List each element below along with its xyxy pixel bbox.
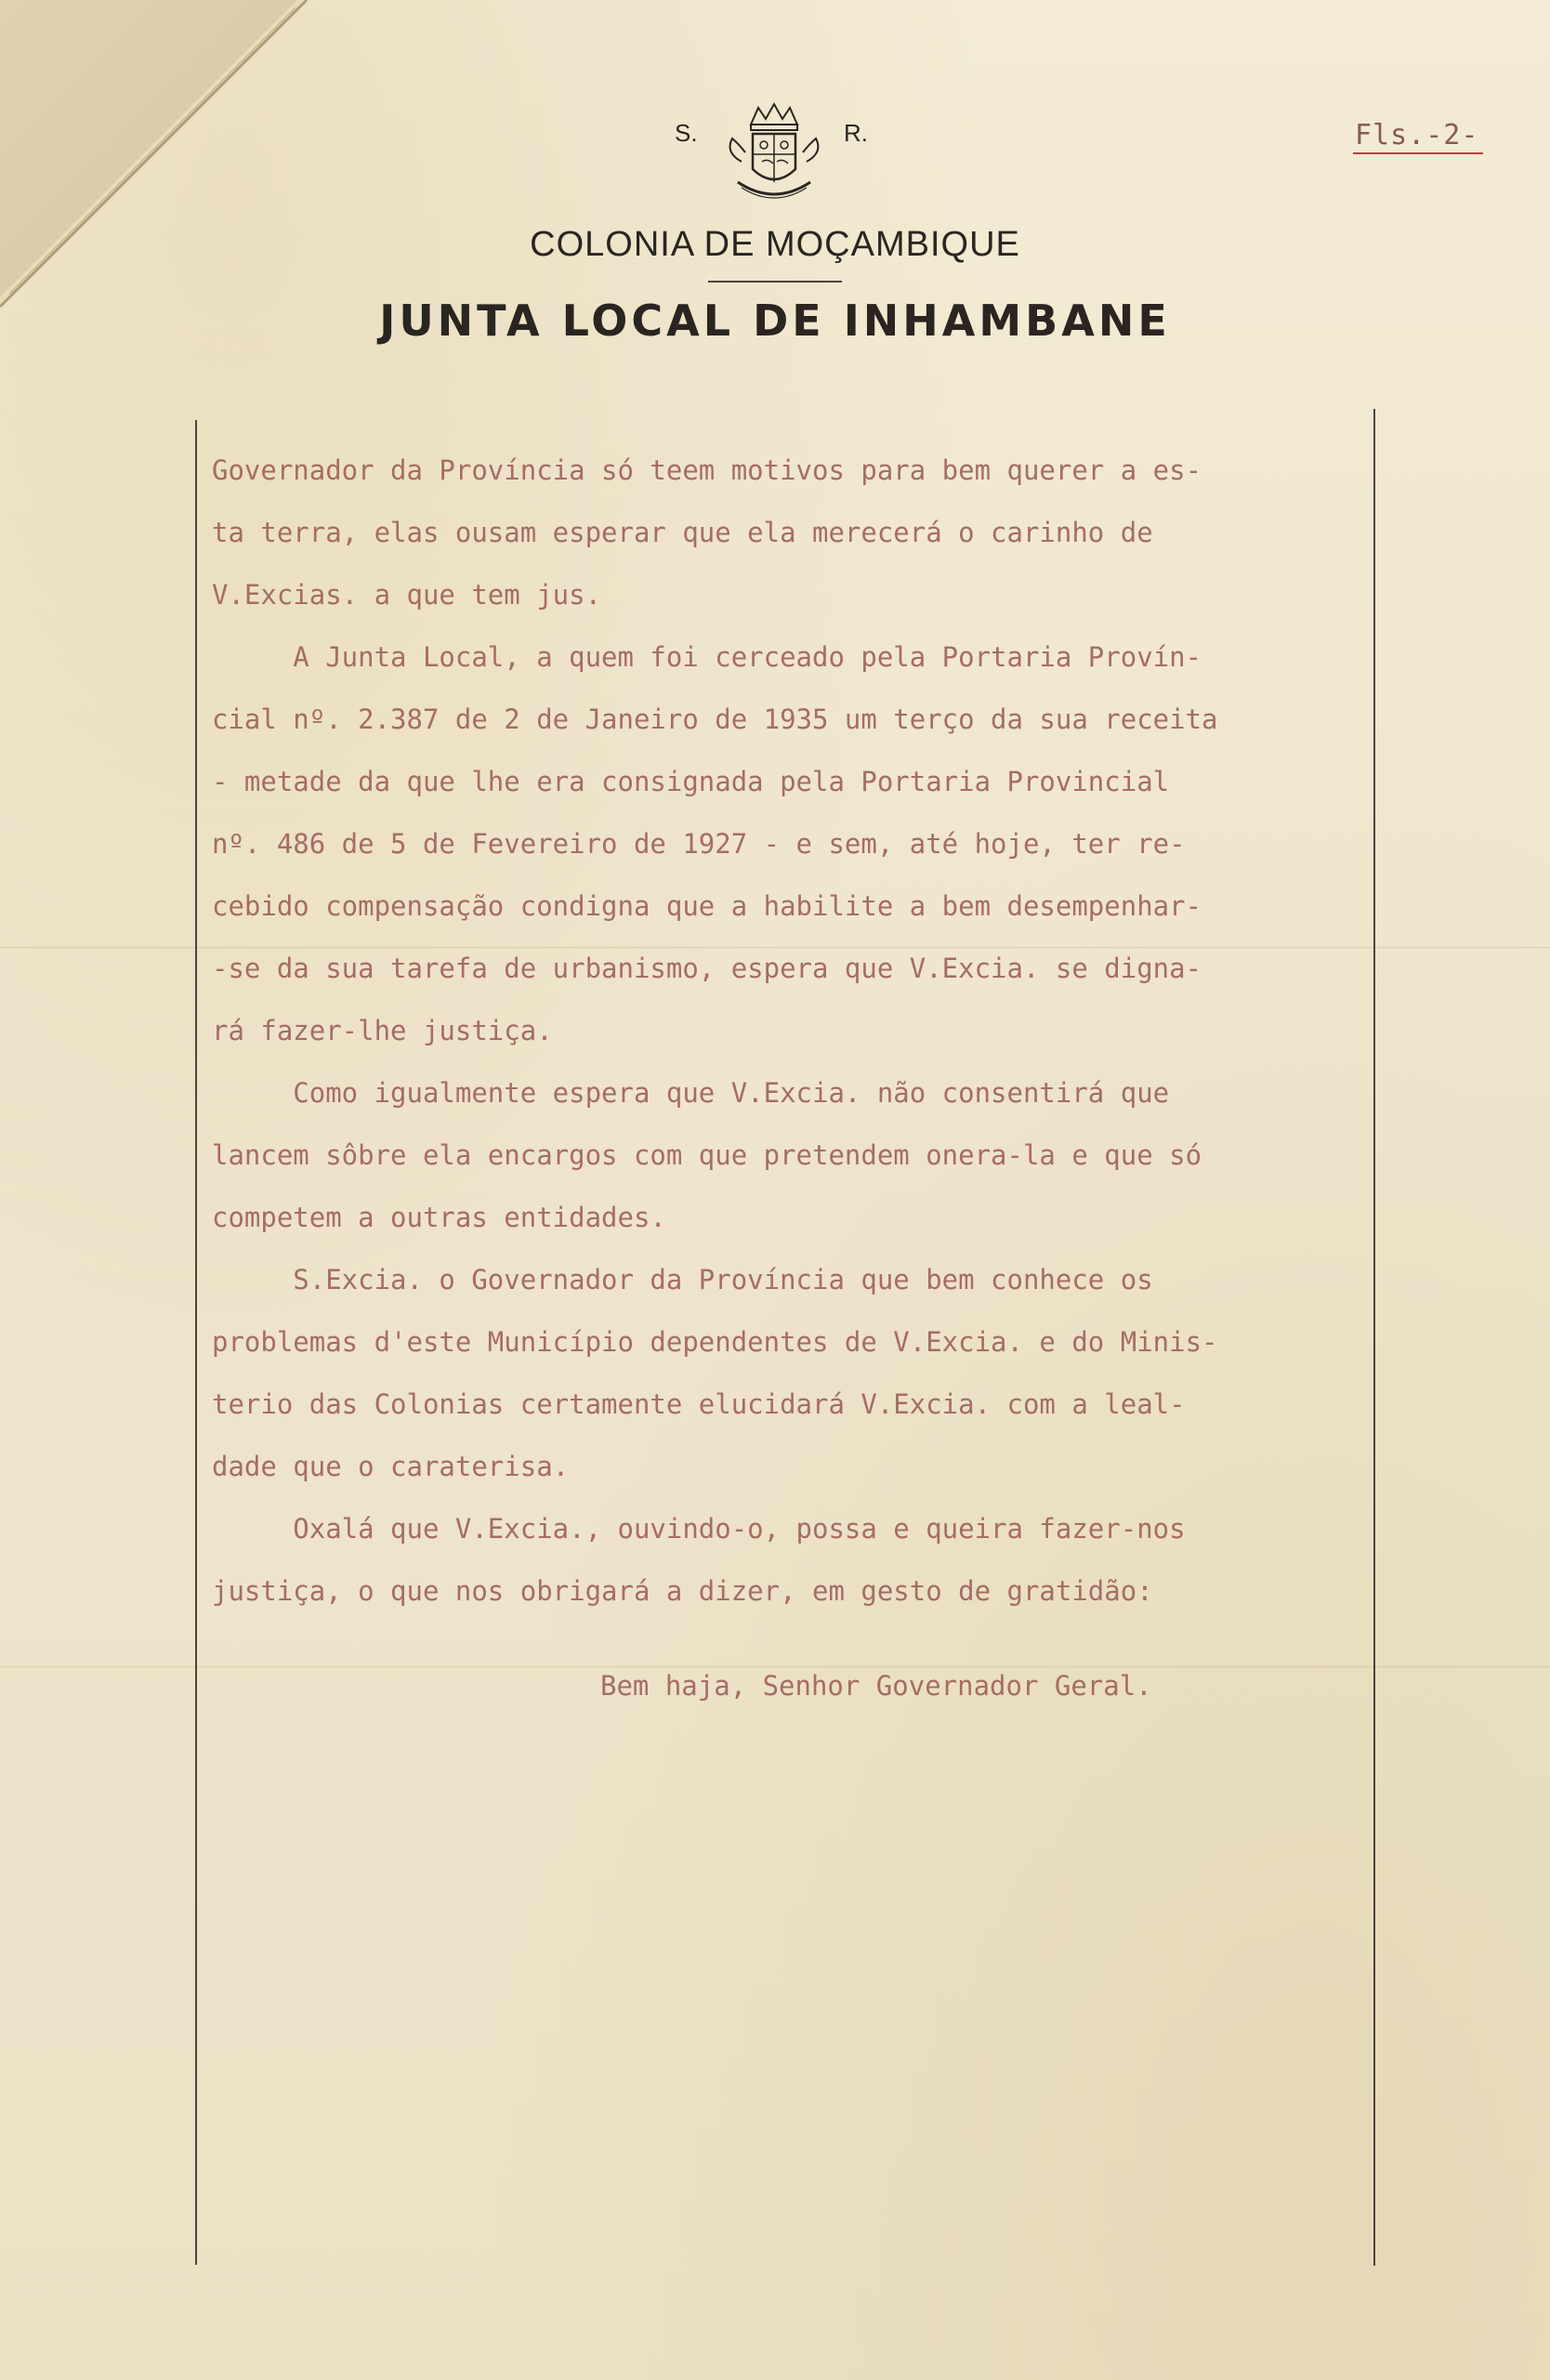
right-margin-line [1373,409,1375,2266]
sr-left-label: S. [675,119,698,147]
body-line: dade que o caraterisa. [212,1451,570,1482]
body-line: nº. 486 de 5 de Fevereiro de 1927 - e sem, até hoje, ter re- [212,828,1186,860]
coat-of-arms-seal [714,97,834,208]
body-line: cial nº. 2.387 de 2 de Janeiro de 1935 um terço da sua receita [212,703,1218,735]
body-line: Governador da Província só teem motivos para bem querer a es- [212,454,1202,486]
body-line: S.Excia. o Governador da Província que bem conhece os [212,1264,1153,1295]
body-line: - metade da que lhe era consignada pela Portaria Provincial [212,766,1170,797]
paper-fold [0,946,1550,949]
body-line: rá fazer-lhe justiça. [212,1015,553,1046]
paper-fold [0,1665,1550,1668]
junta-title: JUNTA LOCAL DE INHAMBANE [379,296,1171,346]
body-line: problemas d'este Município dependentes de V.Excia. e do Minis- [212,1326,1218,1358]
body-line: competem a outras entidades. [212,1202,666,1233]
body-line: A Junta Local, a quem foi cerceado pela Portaria Provín- [212,641,1202,673]
body-line: Como igualmente espera que V.Excia. não consentirá que [212,1077,1170,1109]
colony-title: COLONIA DE MOÇAMBIQUE [530,225,1020,264]
body-line: -se da sua tarefa de urbanismo, espera que V.Excia. se digna- [212,953,1202,984]
body-line: lancem sôbre ela encargos com que pretendem onera-la e que só [212,1139,1202,1171]
body-line: ta terra, elas ousam esperar que ela merecerá o carinho de [212,517,1153,548]
sr-right-label: R. [844,119,868,147]
body-line: justiça, o que nos obrigará a dizer, em gesto de gratidão: [212,1575,1153,1607]
body-line: Oxalá que V.Excia., ouvindo-o, possa e queira fazer-nos [212,1513,1186,1545]
body-line: cebido compensação condigna que a habilite a bem desempenhar- [212,890,1202,922]
page-number-underline [1353,152,1483,154]
body-line: V.Excias. a que tem jus. [212,579,602,611]
body-line: terio das Colonias certamente elucidará V.Excia. com a leal- [212,1388,1186,1420]
left-margin-line [195,420,197,2265]
title-divider [708,281,842,283]
page-number: Fls.-2- [1355,119,1479,151]
folded-corner [0,0,335,335]
closing-salutation: Bem haja, Senhor Governador Geral. [600,1670,1152,1702]
